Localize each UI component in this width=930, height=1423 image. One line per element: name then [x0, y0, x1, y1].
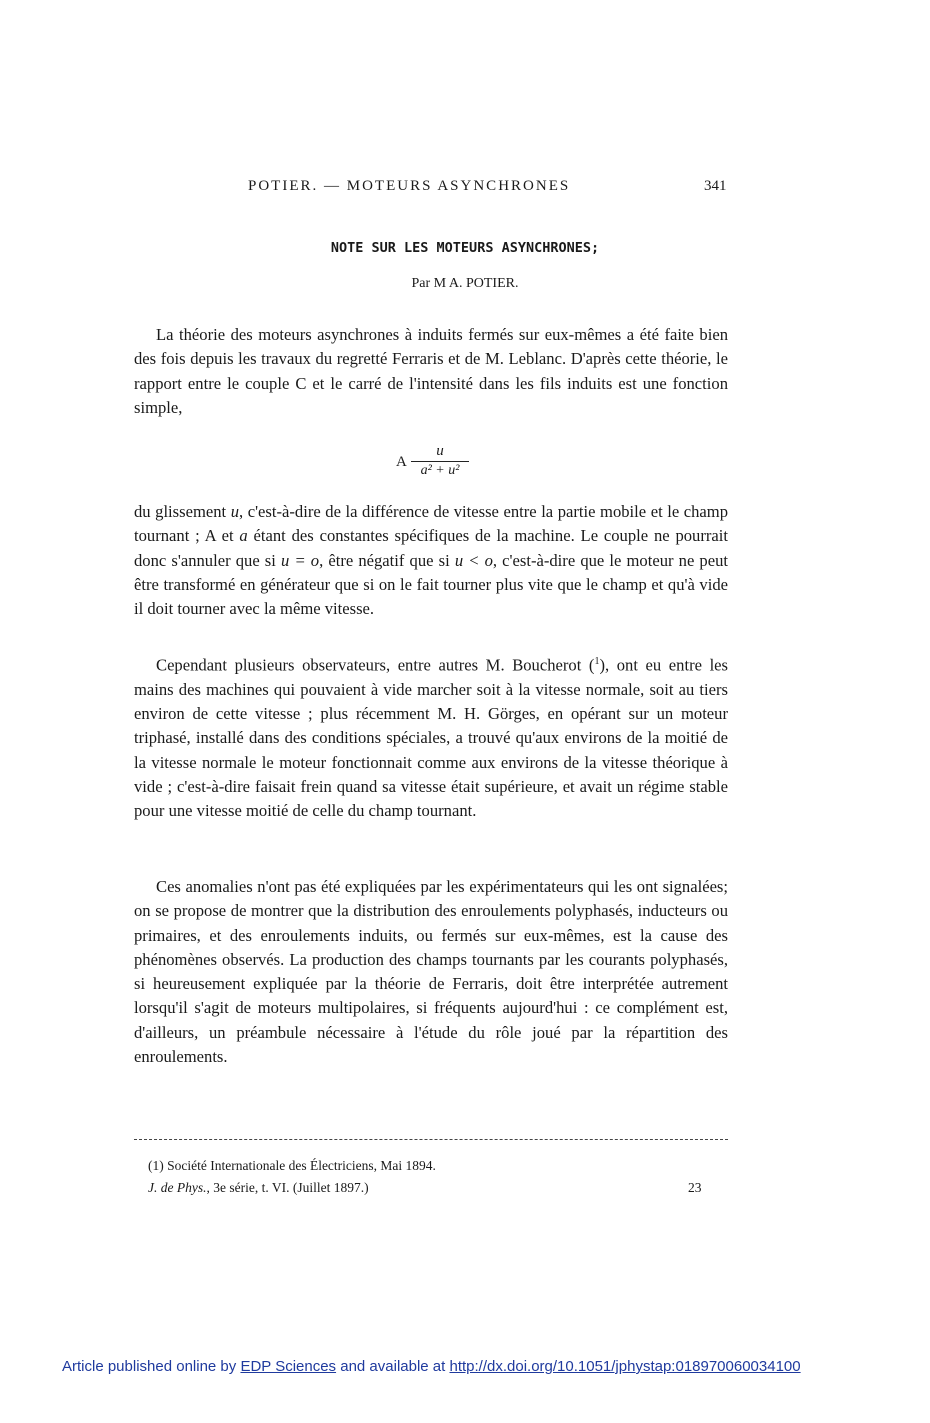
- p2-equation-2: u < o: [454, 550, 493, 570]
- p2-text-a: du glissement: [134, 502, 231, 521]
- formula-denominator: a² + u²: [420, 463, 460, 478]
- doi-link[interactable]: http://dx.doi.org/10.1051/jphystap:018970060034100: [449, 1358, 801, 1375]
- paragraph-1: La théorie des moteurs asynchrones à induits fermés sur eux-mêmes a été faite bien des fois depuis les travaux du regretté Ferraris et de M. Leblanc. D'après cette théorie, le rapport entre le couple C et le carré de l'intensité dans les fils induits est une fonction simple,: [134, 325, 728, 417]
- p2-var-u: u: [230, 502, 239, 521]
- paragraph-2: [134, 500, 728, 621]
- journal-name: J. de Phys.: [148, 1180, 207, 1195]
- author-byline: Par M A. POTIER.: [411, 276, 519, 291]
- page-number: 341: [704, 178, 727, 194]
- running-title: POTIER. — MOTEURS ASYNCHRONES: [248, 178, 571, 194]
- p2-text-d: , être négatif que si: [319, 550, 455, 570]
- publication-banner: [62, 1358, 801, 1375]
- formula-numerator: u: [436, 443, 444, 459]
- footnote: [148, 1158, 436, 1174]
- journal-citation: [148, 1180, 369, 1196]
- p2-text-e: , c'est-à-dire que le moteur ne peut être transformé en générateur que si on le fait tourner plus vite que le champ et qu'à vide il doit tourner avec la même vitesse.: [134, 550, 729, 619]
- p3-text-b: ), ont eu entre les mains des machines qui pouvaient à vide marcher soit à la vitesse normale, soit au tiers environ de cette vitesse ; plus récemment M. H. Görges, en opérant sur un moteur triphasé, installé dans des conditions spéciales, a trouvé qu'aux environs de la moitié de la vitesse normale le moteur fonctionnait comme aux environs de la vitesse théorique à vide ; c'est-à-dire faisait frein quand sa vitesse était supérieure, et avait un régime stable pour une vitesse moitié de celle du champ tournant.: [134, 655, 729, 821]
- journal-details: , 3e série, t. VI. (Juillet 1897.): [206, 1180, 369, 1195]
- p2-var-a: a: [239, 526, 248, 546]
- formula-fraction: [411, 442, 469, 479]
- paragraph-3: [134, 650, 728, 824]
- p2-equation-1: u = o: [281, 550, 320, 570]
- footnote-marker: (1): [148, 1158, 164, 1173]
- p3-text-a: Cependant plusieurs observateurs, entre autres M. Boucherot (: [156, 655, 595, 675]
- p2-text-c: étant des constantes spécifiques de la machine. Le couple ne pourrait donc s'annuler que si: [134, 526, 728, 570]
- fraction-bar: [411, 461, 469, 462]
- footnote-ref: 1: [594, 656, 600, 667]
- formula-coefficient: A: [396, 454, 407, 470]
- paragraph-4: Ces anomalies n'ont pas été expliquées par les expérimentateurs qui les ont signalées; on se propose de montrer que la distribution des enroulements polyphasés, inducteurs ou primaires, et des enroulements induits, ou fermés sur eux-mêmes, est la cause des phénomènes observés. La production des champs tournants par les courants polyphasés, si heureusement expliquée par la théorie de Ferraris, doit être interprétée autrement lorsqu'il s'agit de moteurs multipolaires, si fréquents aujourd'hui : ce complément est, d'ailleurs, un préambule nécessaire à l'étude du rôle joué par la répartition des enroulements.: [134, 877, 728, 1067]
- article-title: NOTE SUR LES MOTEURS ASYNCHRONES;: [330, 240, 600, 256]
- banner-prefix: Article published online by: [62, 1358, 241, 1375]
- sheet-number: 23: [688, 1180, 702, 1195]
- footnote-text: Société Internationale des Électriciens, Mai 1894.: [163, 1158, 436, 1173]
- publisher-link[interactable]: EDP Sciences: [240, 1358, 337, 1375]
- footnote-divider: [134, 1139, 728, 1140]
- banner-middle: and available at: [336, 1358, 450, 1375]
- p2-text-b: , c'est-à-dire de la différence de vitesse entre la partie mobile et le champ tournant ; A et: [134, 502, 729, 546]
